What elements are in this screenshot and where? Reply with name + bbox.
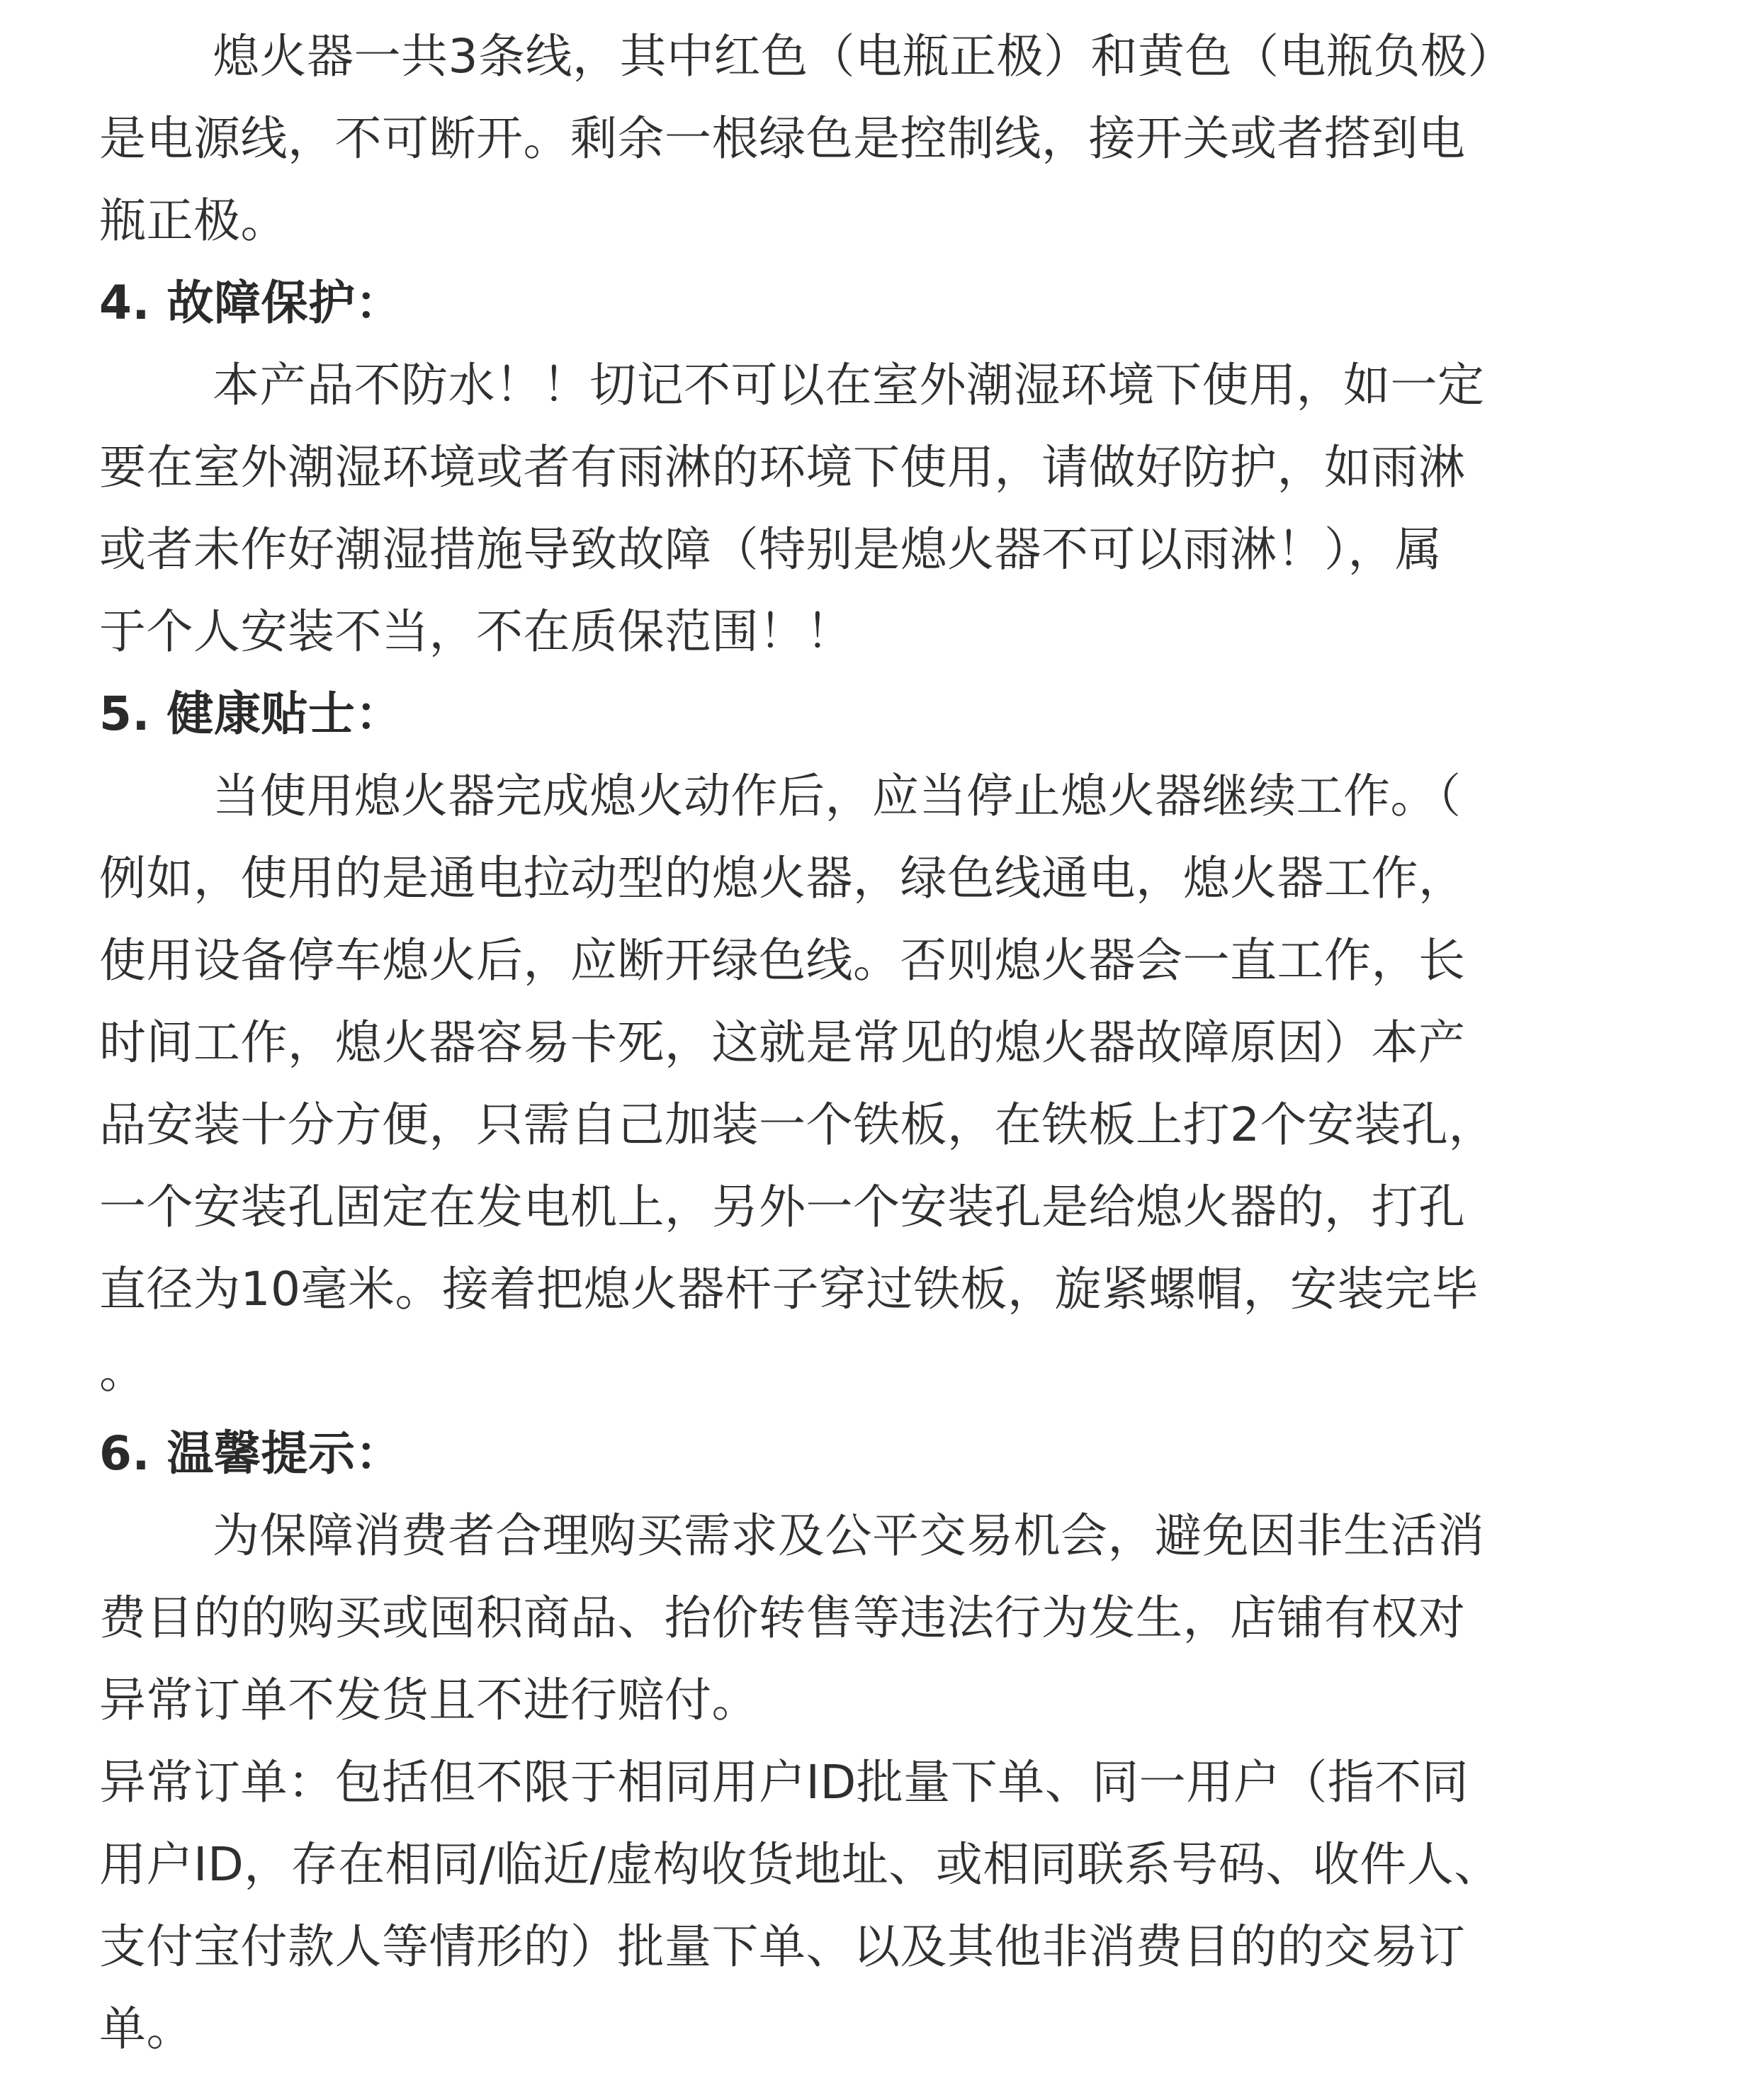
reminder-line-1: 为保障消费者合理购买需求及公平交易机会，避免因非生活消	[213, 1508, 1485, 1563]
abnormal-order-line-2: 用户ID，存在相同/临近/虚构收货地址、或相同联系号码、收件人、	[99, 1837, 1501, 1892]
health-line-7: 直径为10毫米。接着把熄火器杆子穿过铁板，旋紧螺帽，安装完毕	[99, 1262, 1479, 1316]
health-line-4: 时间工作，熄火器容易卡死，这就是常见的熄火器故障原因）本产	[99, 1015, 1466, 1070]
health-line-1: 当使用熄火器完成熄火动作后，应当停止熄火器继续工作。（	[213, 769, 1462, 823]
fault-line-3: 或者未作好潮湿措施导致故障（特别是熄火器不可以雨淋！），属	[99, 522, 1442, 577]
health-line-8: 。	[99, 1344, 147, 1399]
section-heading-warm-reminder: 6. 温馨提示：	[99, 1426, 402, 1481]
reminder-line-2: 费目的的购买或囤积商品、抬价转售等违法行为发生，店铺有权对	[99, 1591, 1466, 1645]
fault-line-1: 本产品不防水！！切记不可以在室外潮湿环境下使用，如一定	[213, 358, 1485, 412]
abnormal-order-line-4: 单。	[99, 2002, 193, 2056]
wiring-line-2: 是电源线，不可断开。剩余一根绿色是控制线，接开关或者搭到电	[99, 111, 1466, 166]
abnormal-order-line-1: 异常订单：包括但不限于相同用户ID批量下单、同一用户（指不同	[99, 1755, 1469, 1810]
health-line-2: 例如，使用的是通电拉动型的熄火器，绿色线通电，熄火器工作，	[99, 851, 1466, 905]
abnormal-order-line-3: 支付宝付款人等情形的）批量下单、以及其他非消费目的的交易订	[99, 1919, 1466, 1974]
document-body	[99, 16, 1658, 2070]
wiring-line-1: 熄火器一共3条线，其中红色（电瓶正极）和黄色（电瓶负极）	[213, 29, 1515, 84]
fault-line-4: 于个人安装不当，不在质保范围！！	[99, 604, 853, 659]
wiring-line-3: 瓶正极。	[99, 193, 288, 248]
fault-line-2: 要在室外潮湿环境或者有雨淋的环境下使用，请做好防护，如雨淋	[99, 440, 1466, 495]
reminder-line-3: 异常订单不发货且不进行赔付。	[99, 1673, 759, 1727]
health-line-5: 品安装十分方便，只需自己加装一个铁板，在铁板上打2个安装孔，	[99, 1097, 1496, 1152]
health-line-3: 使用设备停车熄火后，应断开绿色线。否则熄火器会一直工作，长	[99, 933, 1466, 988]
section-heading-health-tips: 5. 健康贴士：	[99, 687, 402, 741]
section-heading-fault-protection: 4. 故障保护：	[99, 276, 402, 330]
health-line-6: 一个安装孔固定在发电机上，另外一个安装孔是给熄火器的，打孔	[99, 1180, 1466, 1234]
